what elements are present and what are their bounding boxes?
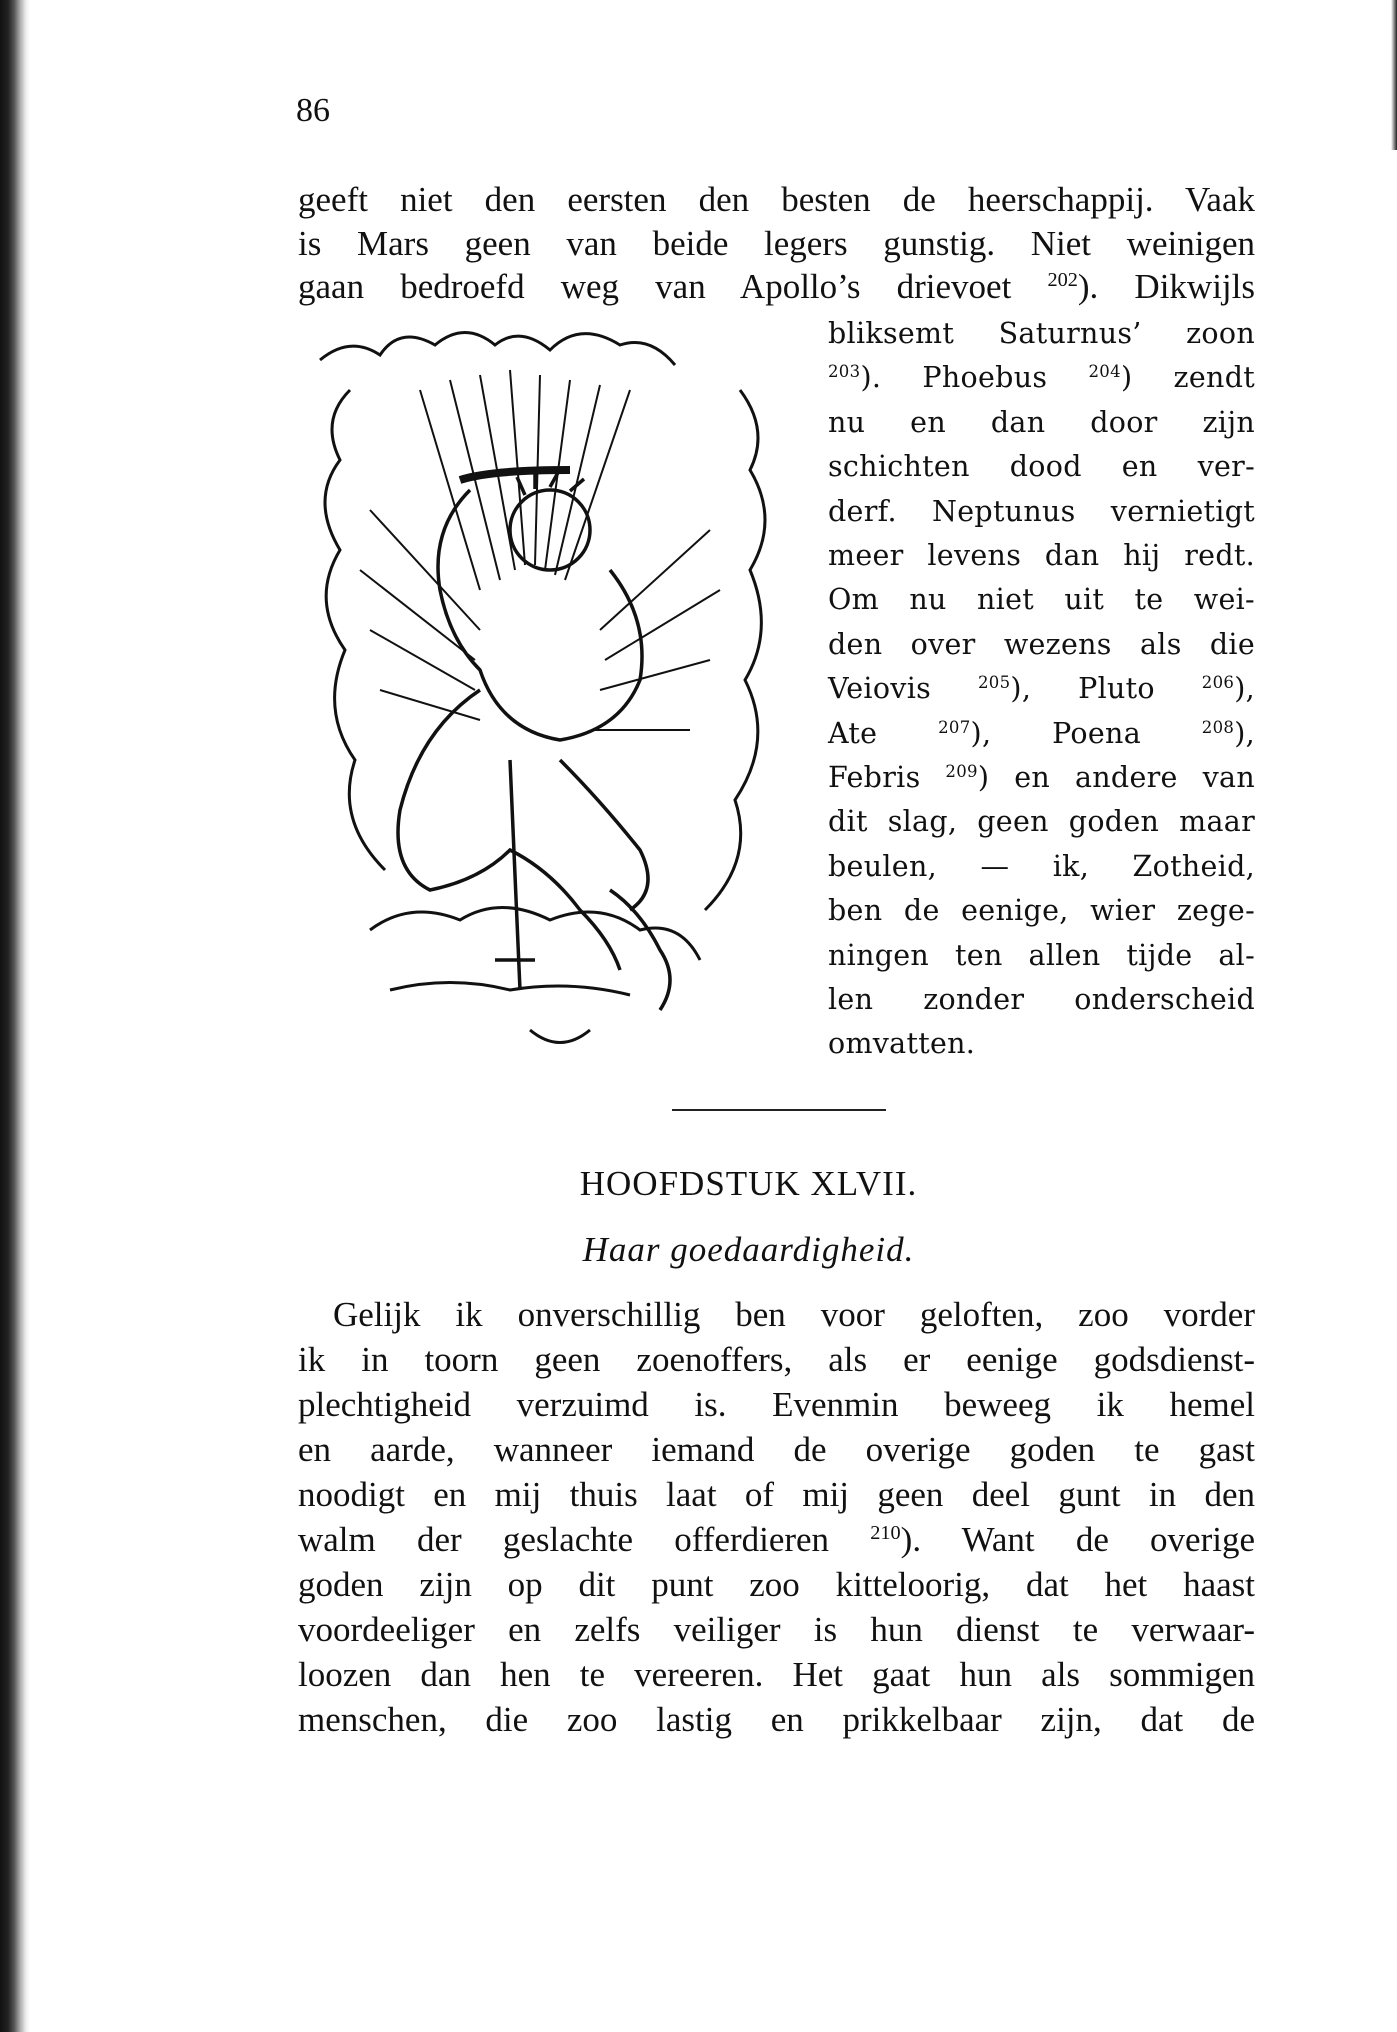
text-line: bliksemt Saturnus’ zoon [828, 317, 1255, 350]
text-line: en aarde, wanneer iemand de overige goden te gast [298, 1430, 1255, 1469]
text-line: meer levens dan hij redt. [828, 539, 1255, 572]
footnote-reference: 210 [870, 1521, 901, 1544]
footnote-reference: 207 [938, 717, 971, 737]
text-line: menschen, die zoo lastig en prikkelbaar zijn, dat de [298, 1700, 1255, 1739]
chapter-subtitle: Haar goedaardigheid. [582, 1230, 915, 1269]
text-line: gaan bedroefd weg van Apollo’s drievoet $^{202}$). Dikwijls [298, 267, 1255, 306]
text-line: goden zijn op dit punt zoo kitteloorig, dat het haast [298, 1565, 1255, 1604]
text-line: plechtigheid verzuimd is. Evenmin beweeg ik hemel [298, 1385, 1255, 1424]
text-line: noodigt en mij thuis laat of mij geen deel gunt in den [298, 1475, 1255, 1514]
figure-silhouette [398, 469, 670, 1010]
text-line: nu en dan door zijn [828, 405, 1255, 439]
text-line: den over wezens als die [828, 627, 1255, 661]
footnote-reference: 202 [1047, 268, 1078, 291]
text-line: Febris $^{209}$) en andere van [828, 761, 1255, 794]
text-line: beulen, — ik, Zotheid, [828, 849, 1255, 883]
text-line: ik in toorn geen zoenoffers, als er eenige godsdienst- [298, 1340, 1255, 1379]
text-line: voordeeliger en zelfs veiliger is hun dienst te verwaar- [298, 1610, 1255, 1649]
text-line: omvatten. [828, 1027, 976, 1061]
footnote-reference: 208 [1201, 717, 1235, 737]
footnote-reference: 204 [1088, 362, 1121, 382]
text-line: loozen dan hen te vereeren. Het gaat hun als sommigen [298, 1655, 1255, 1694]
footnote-reference: 209 [945, 762, 978, 782]
light-rays [360, 370, 720, 730]
text-line: Om nu niet uit te wei- [828, 583, 1255, 617]
text-line: schichten dood en ver- [828, 450, 1255, 484]
page-number: 86 [296, 92, 330, 129]
chapter-heading: HOOFDSTUK XLVII. [579, 1164, 918, 1203]
footnote-reference: 206 [1201, 673, 1235, 693]
text-line: derf. Neptunus vernietigt [828, 494, 1255, 528]
cloud-shapes [320, 333, 765, 1043]
text-line: Ate $^{207}$), Poena $^{208}$), [828, 716, 1255, 750]
jupiter-woodcut-illustration [310, 330, 790, 1060]
text-line: $^{203}$). Phoebus $^{204}$) zendt [828, 361, 1255, 395]
text-line: len zonder onderscheid [828, 983, 1255, 1016]
text-line: ningen ten allen tijde al- [828, 938, 1255, 972]
section-divider [672, 1109, 886, 1111]
footnote-reference: 205 [977, 673, 1011, 693]
text-line: dit slag, geen goden maar [828, 805, 1255, 839]
text-line: is Mars geen van beide legers gunstig. Niet weinigen [298, 223, 1255, 263]
scan-edge-shadow [0, 0, 30, 2032]
text-line: Veiovis $^{205}$), Pluto $^{206}$), [828, 672, 1255, 706]
footnote-reference: 203 [828, 362, 861, 382]
text-line: geeft niet den eersten den besten de heerschappij. Vaak [298, 180, 1255, 219]
scan-edge-right [1391, 0, 1397, 150]
text-line: ben de eenige, wier zege- [828, 894, 1255, 928]
text-line: Gelijk ik onverschillig ben voor geloften, zoo vorder [298, 1295, 1255, 1334]
text-line: walm der geslachte offerdieren $^{210}$). Want de overige [298, 1520, 1255, 1559]
